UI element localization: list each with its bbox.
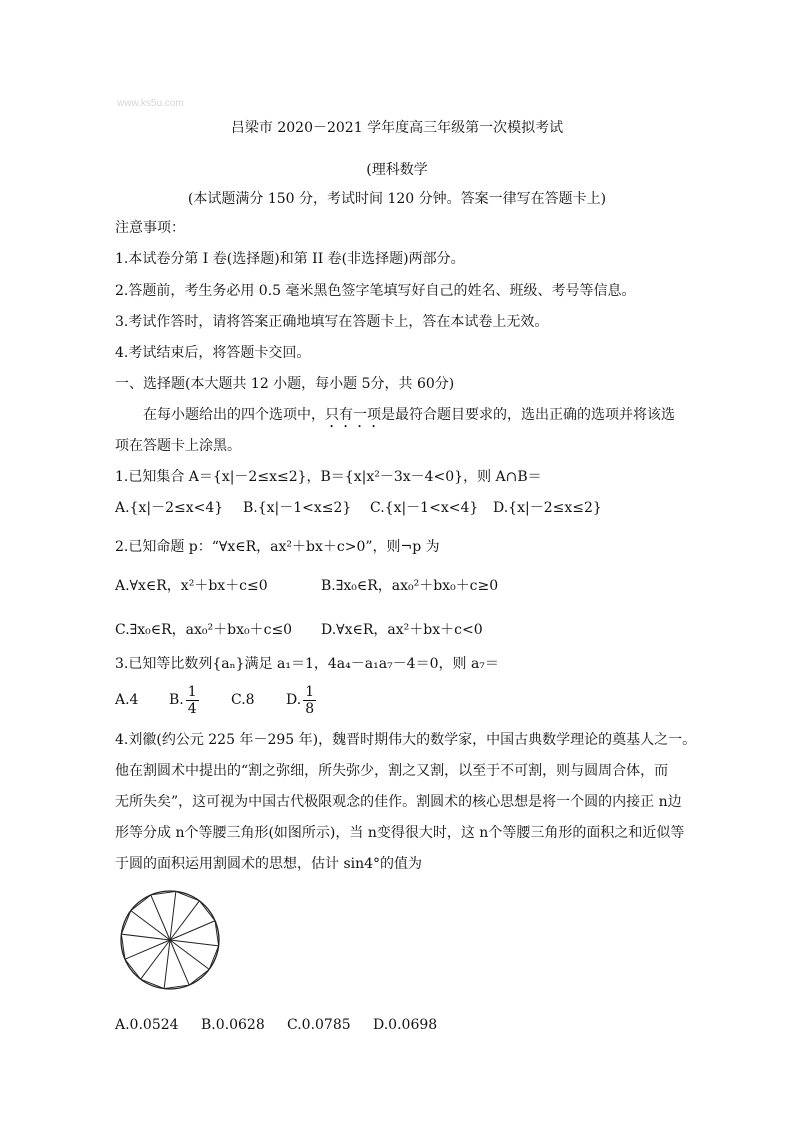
- q3-stem: 3.已知等比数列{aₙ}满足 a₁＝1，4a₄－a₁a₇－4＝0，则 a₇＝: [115, 656, 499, 672]
- q4-options: [115, 1015, 437, 1035]
- q4-option-c: C.0.0785: [287, 1017, 351, 1033]
- q4-option-a: A.0.0524: [115, 1017, 179, 1033]
- q3-option-b-fraction: [186, 684, 199, 717]
- figure-polygon-edge: [189, 969, 209, 985]
- figure-polygon-edge: [131, 895, 151, 911]
- notice-heading: 注意事项：: [115, 220, 185, 236]
- q2-options-row1: [115, 576, 498, 596]
- q4-line-4: 形等分成 n个等腰三角形(如图所示)，当 n变得很大时，这 n个等腰三角形的面积之和近似等: [115, 825, 685, 841]
- notice-item-3: 3.考试作答时，请将答案正确地填写在答题卡上，答在本试卷上无效。: [115, 314, 549, 330]
- q2-option-b: B.∃x₀∈R，ax₀²＋bx₀＋c≥0: [321, 578, 499, 594]
- figure-polygon-edge: [209, 946, 218, 970]
- q4-option-d: D.0.0698: [373, 1017, 438, 1033]
- q1-option-b: B.{x|－1<x≤2}: [243, 500, 352, 516]
- q3-option-c: C.8: [231, 692, 255, 708]
- q1-options: [115, 498, 602, 518]
- q4-option-b: B.0.0628: [201, 1017, 265, 1033]
- figure-polygon-edge: [125, 959, 141, 979]
- section-heading: 一、选择题(本大题共 12 小题，每小题 5分，共 60分): [115, 376, 455, 392]
- q4-line-2: 他在割圆术中提出的“割之弥细，所失弥少，割之又割，以至于不可割，则与圆周合体，而: [115, 763, 669, 779]
- instruction-emphasis: 只有一项: [325, 407, 381, 423]
- q3-option-d-label: D.: [286, 692, 302, 708]
- q2-option-a: A.∀x∈R，x²＋bx＋c≤0: [115, 578, 268, 594]
- q1-option-d: D.{x|－2≤x≤2}: [493, 500, 602, 516]
- section-instruction: [143, 405, 675, 431]
- q3-option-a: A.4: [115, 692, 139, 708]
- q3-option-b: [169, 682, 231, 718]
- instruction-part-a: 在每小题给出的四个选项中，: [143, 407, 325, 423]
- notice-item-1: 1.本试卷分第 I 卷(选择题)和第 II 卷(非选择题)两部分。: [115, 251, 465, 267]
- q3-option-b-numerator: 1: [187, 683, 197, 700]
- q2-stem: 2.已知命题 p：“∀x∈R，ax²＋bx＋c>0”，则¬p 为: [115, 539, 440, 555]
- q1-stem: 1.已知集合 A＝{x|－2≤x≤2}，B＝{x|x²－3x－4<0}，则 A∩B＝: [115, 469, 542, 485]
- q1-option-c: C.{x|－1<x<4}: [370, 500, 479, 516]
- instruction-part-c: 是最符合题目要求的，选出正确的选项并将该选: [381, 407, 675, 423]
- q3-option-d-denominator: 8: [305, 700, 315, 717]
- q2-option-c: C.∃x₀∈R，ax₀²＋bx₀＋c≤0: [115, 622, 293, 638]
- exam-subject: (理科数学: [366, 162, 428, 178]
- notice-item-4: 4.考试结束后，将答题卡交回。: [115, 345, 311, 361]
- q4-line-1: 4.刘徽(约公元 225 年－295 年)，魏晋时期伟大的数学家，中国古典数学理论的奠基人之一。: [115, 732, 697, 748]
- q4-line-5: 于圆的面积运用割圆术的思想，估计 sin4°的值为: [115, 856, 423, 872]
- q3-option-d: [286, 682, 316, 718]
- figure-polygon-edge: [141, 979, 165, 988]
- q3-option-b-label: B.: [169, 692, 184, 708]
- q3-option-d-numerator: 1: [305, 683, 315, 700]
- q3-options: [115, 682, 316, 718]
- q4-line-3: 无所失矣”，这可视为中国古代极限观念的佳作。割圆术的核心思想是将一个圆的内接正 n边: [115, 794, 682, 810]
- q3-option-b-denominator: 4: [187, 700, 197, 717]
- notice-item-2: 2.答题前，考生务必用 0.5 毫米黑色签字笔填写好自己的姓名、班级、考号等信息。: [115, 283, 636, 299]
- inscribed-polygon-figure: [118, 888, 222, 992]
- figure-polygon-edge: [199, 901, 215, 921]
- figure-polygon-edge: [176, 891, 200, 900]
- q3-option-d-fraction: [303, 684, 316, 717]
- exam-title: 吕梁市 2020－2021 学年度高三年级第一次模拟考试: [230, 120, 564, 136]
- exam-note: (本试题满分 150 分，考试时间 120 分钟。答案一律写在答题卡上): [187, 191, 607, 207]
- figure-segments: [121, 891, 218, 988]
- q1-option-a: A.{x|－2≤x<4}: [115, 500, 224, 516]
- q2-options-row2: [115, 620, 483, 640]
- section-instruction-cont: 项在答题卡上涂黑。: [115, 438, 241, 454]
- q2-option-d: D.∀x∈R，ax²＋bx＋c<0: [321, 622, 483, 638]
- figure-polygon-edge: [121, 911, 130, 935]
- watermark: www.ks5u.com: [117, 98, 184, 109]
